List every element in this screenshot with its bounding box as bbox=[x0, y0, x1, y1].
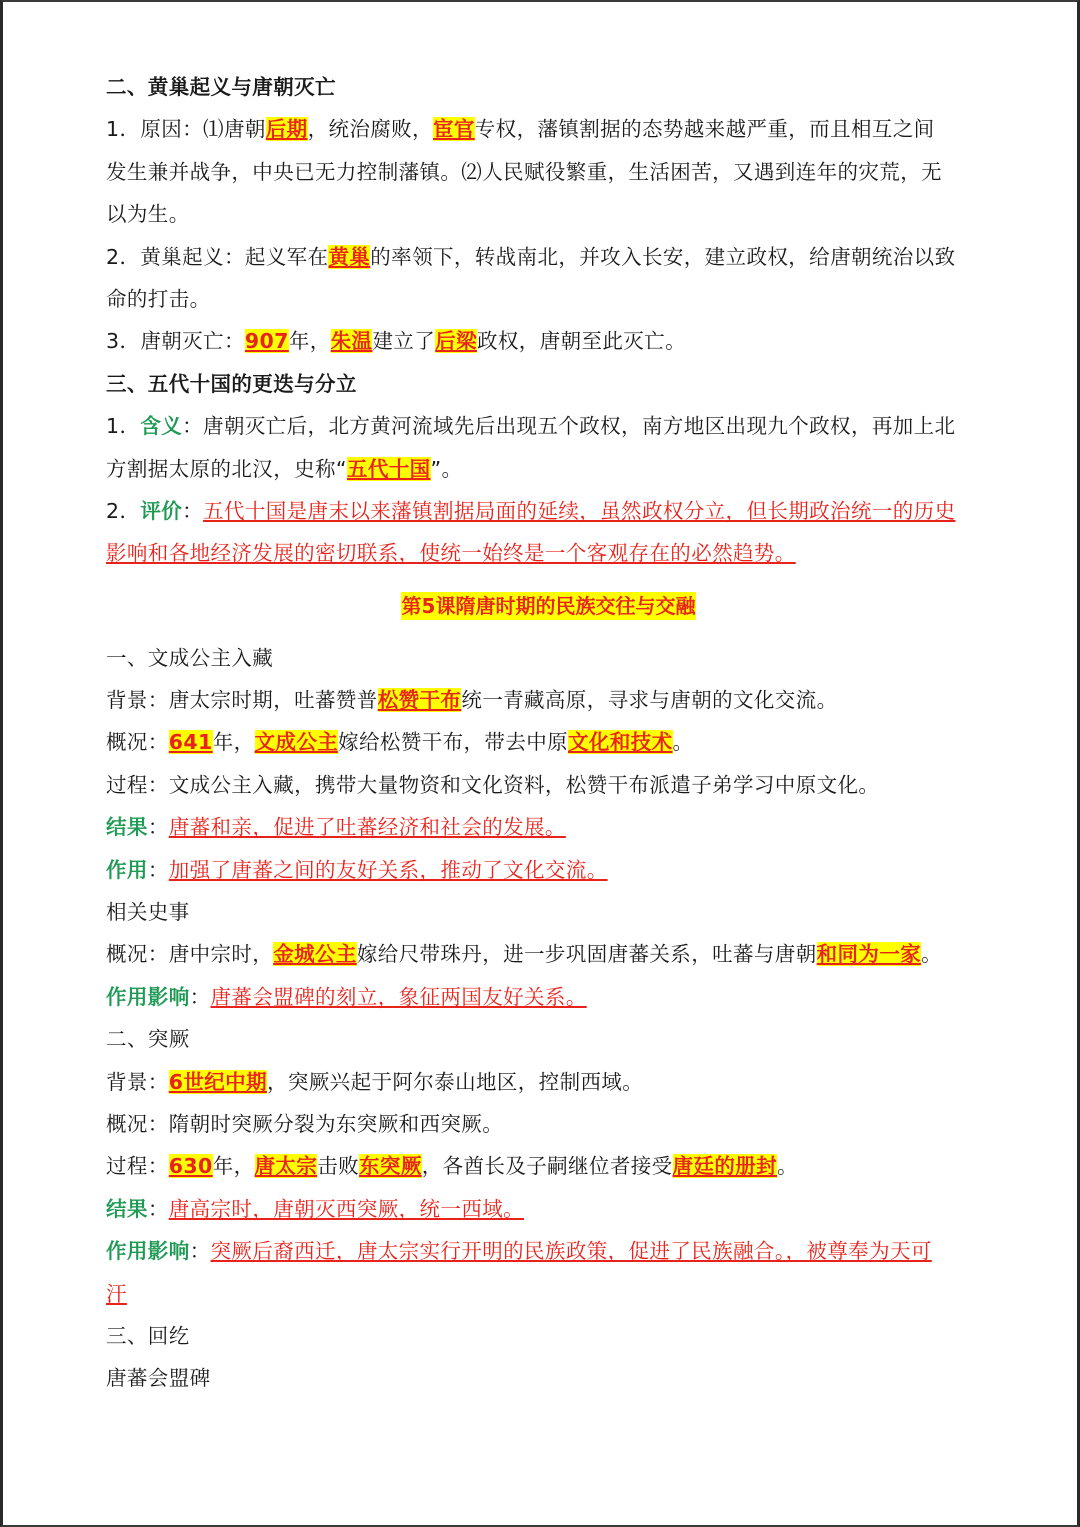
text-line bbox=[106, 278, 991, 320]
text-segment: 二、突厥 bbox=[106, 1027, 190, 1052]
highlighted-keyword: 朱温 bbox=[330, 329, 373, 354]
highlighted-keyword: 641 bbox=[168, 730, 213, 755]
text-line bbox=[106, 1061, 991, 1103]
text-line bbox=[106, 933, 991, 975]
text-segment: 统一青藏高原，寻求与唐朝的文化交流。 bbox=[461, 688, 838, 713]
green-label: 含义 bbox=[140, 414, 183, 439]
text-segment: ，突厥兴起于阿尔泰山地区，控制西域。 bbox=[266, 1069, 644, 1094]
underlined-red-text: 影响和各地经济发展的密切联系，使统一始终是一个客观存在的必然趋势。 bbox=[106, 541, 796, 566]
text-segment: 专权，藩镇割据的态势越来越严重，而且相互之间 bbox=[474, 117, 935, 142]
text-line bbox=[106, 1357, 991, 1399]
highlighted-keyword: 唐太宗 bbox=[254, 1154, 318, 1179]
document-body bbox=[106, 66, 991, 1400]
text-segment: ： bbox=[189, 984, 211, 1009]
text-segment: 过程：文成公主入藏，携带大量物资和文化资料，松赞干布派遣子弟学习中原文化。 bbox=[106, 772, 880, 797]
underlined-red-text: 五代十国是唐末以来藩镇割据局面的延续，虽然政权分立，但长期政治统一的历史 bbox=[203, 498, 956, 523]
highlighted-keyword: 和同为一家 bbox=[816, 942, 922, 967]
green-label: 作用影响 bbox=[106, 1239, 190, 1264]
text-line bbox=[106, 193, 991, 235]
text-segment: 以为生。 bbox=[106, 202, 190, 227]
text-segment: 1． bbox=[106, 414, 141, 439]
highlighted-keyword: 松赞干布 bbox=[377, 688, 462, 713]
text-segment: ：唐朝灭亡后，北方黄河流域先后出现五个政权，南方地区出现九个政权，再加上北 bbox=[182, 414, 956, 439]
text-segment: 。 bbox=[777, 1154, 798, 1179]
highlighted-keyword: 文成公主 bbox=[254, 730, 339, 755]
green-label: 评价 bbox=[140, 498, 183, 523]
text-segment: 背景： bbox=[106, 1069, 169, 1094]
text-segment: 方割据太原的北汉，史称“ bbox=[106, 456, 347, 481]
text-line bbox=[106, 490, 991, 532]
highlighted-keyword: 后期 bbox=[265, 117, 308, 142]
green-label: 结果 bbox=[106, 815, 148, 840]
text-line bbox=[106, 1230, 991, 1272]
text-line bbox=[106, 236, 991, 278]
green-label: 结果 bbox=[106, 1196, 148, 1221]
text-line bbox=[106, 721, 991, 763]
text-segment: 概况：隋朝时突厥分裂为东突厥和西突厥。 bbox=[106, 1111, 504, 1136]
highlighted-keyword: 唐廷的册封 bbox=[672, 1154, 778, 1179]
text-segment: 三、回纥 bbox=[106, 1323, 190, 1348]
underlined-red-text: 唐高宗时，唐朝灭西突厥，统一西域。 bbox=[168, 1196, 525, 1221]
text-segment: 。 bbox=[921, 942, 943, 967]
text-segment: 过程： bbox=[106, 1154, 169, 1179]
text-segment: 的率领下，转战南北，并攻入长安，建立政权，给唐朝统治以致 bbox=[370, 244, 956, 269]
lesson-title-text: 第5课隋唐时期的民族交往与交融 bbox=[401, 593, 696, 618]
text-segment: 2．黄巢起义：起义军在 bbox=[106, 244, 329, 269]
green-label: 作用影响 bbox=[106, 984, 190, 1009]
highlighted-keyword: 后梁 bbox=[435, 329, 477, 354]
text-line bbox=[106, 891, 991, 933]
text-line bbox=[106, 1103, 991, 1145]
text-segment: 相关史事 bbox=[106, 900, 190, 925]
text-segment: 政权，唐朝至此灭亡。 bbox=[476, 329, 686, 354]
text-segment: 嫁给尺带珠丹，进一步巩固唐蕃关系，吐蕃与唐朝 bbox=[356, 942, 817, 967]
text-line bbox=[106, 320, 991, 362]
text-segment: 3．唐朝灭亡： bbox=[106, 329, 245, 354]
underlined-red-text: 汗 bbox=[106, 1281, 127, 1306]
text-line bbox=[106, 679, 991, 721]
text-segment: 2． bbox=[106, 498, 141, 523]
text-segment: 年， bbox=[212, 1154, 255, 1179]
underlined-red-text: 加强了唐蕃之间的友好关系，推动了文化交流。 bbox=[168, 857, 608, 882]
text-line bbox=[106, 1273, 991, 1315]
text-segment: 。 bbox=[672, 730, 694, 755]
highlighted-keyword: 金城公主 bbox=[273, 942, 357, 967]
text-segment: 背景：唐太宗时期，吐蕃赞普 bbox=[106, 688, 378, 713]
text-line bbox=[106, 806, 991, 848]
text-line bbox=[106, 448, 991, 490]
highlighted-keyword: 630 bbox=[168, 1154, 213, 1179]
text-segment: ： bbox=[189, 1239, 211, 1264]
lesson-title bbox=[106, 580, 991, 632]
text-segment: 三、五代十国的更迭与分立 bbox=[106, 371, 357, 396]
text-segment: 1．原因：⑴唐朝 bbox=[106, 117, 266, 142]
text-segment: 年， bbox=[288, 329, 331, 354]
green-label: 作用 bbox=[106, 857, 148, 882]
text-segment: ”。 bbox=[430, 456, 463, 481]
text-segment: 年， bbox=[212, 730, 255, 755]
highlighted-keyword: 五代十国 bbox=[346, 456, 431, 481]
text-segment: 概况： bbox=[106, 730, 169, 755]
text-line bbox=[106, 108, 991, 150]
highlighted-keyword: 6世纪中期 bbox=[168, 1069, 267, 1094]
text-segment: ，统治腐败， bbox=[307, 117, 433, 142]
text-line bbox=[106, 1315, 991, 1357]
underlined-red-text: 唐蕃和亲，促进了吐蕃经济和社会的发展。 bbox=[168, 815, 566, 840]
text-line bbox=[106, 849, 991, 891]
text-line bbox=[106, 976, 991, 1018]
text-segment: 建立了 bbox=[372, 329, 436, 354]
text-segment: 击败 bbox=[317, 1154, 360, 1179]
text-segment: 发生兼并战争，中央已无力控制藩镇。⑵人民赋役繁重，生活困苦，又遇到连年的灾荒，无 bbox=[106, 159, 942, 184]
text-segment: ： bbox=[147, 815, 169, 840]
text-line bbox=[106, 1188, 991, 1230]
text-segment: 命的打击。 bbox=[106, 286, 211, 311]
highlighted-keyword: 文化和技术 bbox=[568, 730, 673, 755]
section-heading bbox=[106, 363, 991, 405]
text-segment: ： bbox=[147, 857, 169, 882]
text-segment: 概况：唐中宗时， bbox=[106, 942, 274, 967]
section-heading bbox=[106, 66, 991, 108]
highlighted-keyword: 907 bbox=[244, 329, 289, 354]
text-line bbox=[106, 764, 991, 806]
text-line bbox=[106, 405, 991, 447]
text-line bbox=[106, 1145, 991, 1187]
underlined-red-text: 突厥后裔西迁，唐太宗实行开明的民族政策，促进了民族融合。，被尊奉为天可 bbox=[210, 1239, 932, 1264]
text-line bbox=[106, 637, 991, 679]
text-segment: ： bbox=[147, 1196, 169, 1221]
text-segment: 一、文成公主入藏 bbox=[106, 645, 274, 670]
text-segment: 嫁给松赞干布，带去中原 bbox=[338, 730, 569, 755]
text-segment: ： bbox=[182, 498, 204, 523]
highlighted-keyword: 东突厥 bbox=[359, 1154, 422, 1179]
text-segment: 唐蕃会盟碑 bbox=[106, 1366, 211, 1391]
text-segment: 二、黄巢起义与唐朝灭亡 bbox=[106, 75, 336, 99]
underlined-red-text: 唐蕃会盟碑的刻立，象征两国友好关系。 bbox=[210, 984, 587, 1009]
highlighted-keyword: 黄巢 bbox=[328, 244, 371, 269]
text-line bbox=[106, 1018, 991, 1060]
highlighted-keyword: 宦官 bbox=[432, 117, 475, 142]
text-line bbox=[106, 532, 991, 574]
text-segment: ，各酋长及子嗣继位者接受 bbox=[421, 1154, 673, 1179]
text-line bbox=[106, 151, 991, 193]
